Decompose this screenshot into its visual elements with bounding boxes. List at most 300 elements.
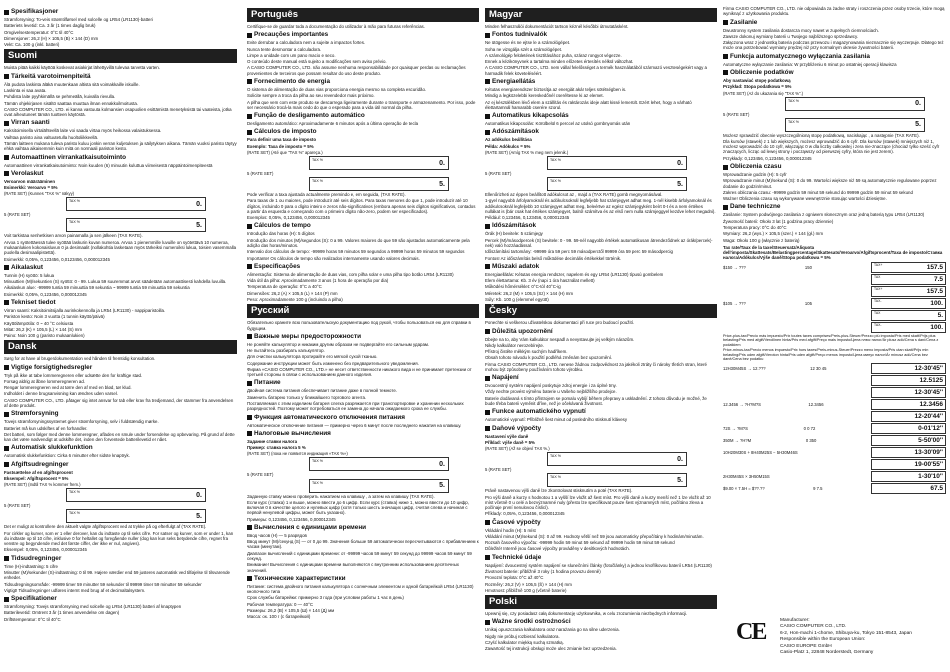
display-indicator: TAX+ [873, 262, 883, 267]
time-row [723, 459, 946, 470]
calc-row [723, 262, 946, 273]
section-heading: Налоговые вычисления [247, 430, 479, 438]
calc-row [723, 286, 946, 297]
text-line [485, 440, 717, 445]
key-sequence: 5 (RATE SET) [247, 472, 274, 478]
calculator-display [309, 479, 449, 493]
calc-row-display [871, 262, 946, 273]
display-value: 0. [439, 159, 445, 167]
section-heading: Zasilanie [723, 19, 946, 27]
display-indicator: TAX % [788, 119, 799, 124]
calculator-display [66, 197, 206, 211]
text-line: Vaihtaa paristo aina valtuutetulla huoltoliikkeellä. [4, 134, 99, 140]
language-banner: Suomi [4, 49, 237, 63]
section-heading: Питание [247, 379, 479, 387]
text-line: Automatisk slukkefunktion: Cirka 6 minutter efter sidste knaptryk. [4, 453, 130, 459]
key-sequence: (RATE SET) (Až se objeví TAX %.) [485, 446, 550, 452]
calc-row-display [871, 286, 946, 297]
text-line: Provozní teplota: 0°C až 40°C [485, 575, 544, 581]
text-line: Не роняйте калькулятор и никаким другим образом не подвергайте его сильным ударам. [247, 341, 430, 347]
section-heading: Virran saanti [4, 119, 237, 127]
display-value: 5. [196, 512, 202, 520]
text-line: Dbejte na to, aby Vám kalkulátor nespadl a nevystavujte jej velkým nárazům. [485, 336, 635, 342]
example-label: Příklad: výše daně = 5% [485, 439, 535, 445]
calc-row-display [871, 298, 946, 309]
calc-row [723, 310, 946, 321]
text-line: Temperatura de operação: 0°C a 40°C [247, 284, 322, 290]
section-heading: Важные меры предосторожности [247, 333, 479, 341]
key-sequence: (RATE SET) (Amíg TAX % meg nem jelenik.) [485, 149, 569, 155]
text-line [4, 476, 237, 481]
display-indicator: TAX [874, 274, 881, 279]
display-value: 12-30'45'' [914, 365, 943, 373]
text-line: Laskinta ei saa avata. [4, 87, 47, 93]
text-line [485, 137, 717, 142]
text-line: Driftstemperatur: 0°C til 40°C [4, 616, 61, 622]
time-row-display [871, 471, 946, 482]
display-value: 12.3456 [919, 401, 943, 409]
text-line: Если курс (ставка) 1 и выше, можно ввести до 6 цифр. Если курс (ставка) ниже 1, можно ввести до 10 цифр, включая 0 в качестве целого и нулевых цифр (хотя только шесть значащих цифр, считая слева и начиная с первой ненулевой цифры, может быть указано). [247, 499, 469, 516]
text-line: Nikdy kalkulátor nerozebírejte. [485, 342, 545, 348]
time-row-label: $9.00 × 7.5H = $??.?? [723, 485, 765, 491]
text-line [723, 84, 946, 89]
time-row [723, 435, 946, 446]
key-sequence: (RATE SET) (Até que "TAX %" apareça.) [247, 149, 323, 155]
time-row [723, 471, 946, 482]
text-line: Zasilanie: System podwójnego zasilania z ogniwem słonecznym oraz jedną baterią typu LR54 (LR1130) [723, 212, 925, 218]
example-label: Példa: Adókulcs = 5% [485, 143, 531, 149]
text-line: Důležité! Interně jsou časové výpočty prováděny v desítkových hodnotách. [485, 546, 630, 552]
time-row-label: 12.3456 → ?H?M?S [723, 401, 761, 407]
subheading: Fastsættelse af en afgiftsprocent [4, 469, 73, 475]
text-line: Omgivelsestemperatur: 0°C til 40°C [4, 29, 74, 35]
calc-row-display [871, 310, 946, 321]
text-line: Responsible within the European Union: [780, 637, 866, 643]
text-line: Peso: Aproximadamente 100 g (incluindo a pilha) [247, 296, 343, 302]
text-line: Размеры: 26,2 (В) × 105,5 (Ш) × 144 (Д) мм [247, 608, 335, 613]
display-value: 0. [196, 491, 202, 499]
calculator-display [66, 509, 206, 523]
text-line: Kétutas energiarendszer biztosítja az energiát akár teljes sötétségben is. [485, 86, 627, 92]
section-heading: Cálculos de imposto [247, 128, 479, 136]
calc-row [723, 322, 946, 333]
display-indicator: TAX % [312, 459, 323, 464]
section-heading: Časové výpočty [485, 519, 717, 527]
subheading: Aby nastawiać stopę podatkową [723, 77, 791, 83]
subheading: Az adókulcs beállítása [485, 137, 532, 143]
text-line: Żywotność baterii: Około 3 lat (1 godzina pracy dziennie) [723, 218, 834, 224]
display-indicator: TAX % [550, 179, 561, 183]
text-line: Vždy nechte provést výměnu baterie u Vašeho nejbližšího prodejce. [485, 389, 617, 395]
text-line: Esimerkki: 0,05%, 0,123456, 0,0123456, 0,000012345 [4, 256, 110, 262]
time-row [723, 483, 946, 494]
text-line: 6-2, Hon-machi 1-chome, Shibuya-ku, Tokyo 151-8543, Japan [780, 630, 912, 636]
display-indicator: TAX [874, 310, 881, 315]
text-line: Solicite sempre a troca da pilha ao seu revendedor mais próximo. [247, 93, 375, 99]
section-heading: Afgiftsudregninger [4, 461, 237, 469]
text-line: Az ej készülékben lévő elem a szállítás és raktározás ideje alatt kissé lemerült. Ezért lehet, hogy a várható élettartamnál hamarabb cserére szorul. [485, 99, 692, 110]
calculator-display [785, 97, 925, 111]
section-heading: Fontos tudnivalók [485, 31, 717, 39]
time-row-keys: 0 0 72 [803, 425, 816, 431]
text-line: Minuuttien (M)/sekuntien (S) syöttö: 0 - 99. Lukua 59 suuremmat arvot säädetään automaattisesti kahdella luvuilla. [4, 279, 227, 285]
time-row [723, 447, 946, 458]
section-heading: Vigtige forsigtighedsregler [4, 364, 237, 372]
text-line: 1-gyel nagyobb árfolyamoknál és adókulcsoknál legfeljebb hat számjegyet adhat meg. 1-nél kisebb árfolyamoknál és adókulcsoknál legfeljebb 10 számjegyet adhat meg, beleértve az egész számjegyként beírt 0-t és a nem értékes nullákat is (bár csak hat értékes számjegyet, balról számítva és az első nem nulla számjeggyel kezdve lehet megadni). [485, 198, 716, 214]
text-line: Baterie dodávaná s tímto přístrojem se pomalu vybíjí během přepravy a uskladnění. Z tohoto důvodu je možné, že bude třeba baterii vyměnit dříve, než je očekávaná životnost. [485, 395, 707, 407]
text-line: A számológép felületének tisztításához puha, száraz rongyot végezze. [485, 52, 622, 58]
time-row [723, 399, 946, 410]
text-line [485, 434, 717, 439]
text-line: Zawartość tej instrukcji obsługi może ulec zmianie bez uprzedzenia. [485, 646, 617, 652]
tax-table-heading-text: Tax rate/Taux de la taxe/Steuersatz/Aliquota dell'imposta/Skattesats/Belastingpercentage/Skattesats/Veroarvo/Afgiftsprocent/Taxa de imposto/Ставка налога/Adókulcs/Výše daně/Stopa podatkowa = 5% [723, 244, 943, 261]
text-line: Energiaellátás: Kétutas energia rendszer, napelem és egy LR54 (LR1130) típusú gombelem [485, 271, 664, 277]
text-line: Älä pudota laskinta äläkä muutenkaan altista sitä voimakkaille iskuille. [4, 81, 140, 87]
text-line: Фирма «CASIO COMPUTER CO., LTD.» не несет ответственности никакого вида и не принимает претензии от третьей стороны в связи с использованием данного изделия. [247, 366, 472, 378]
text-line: Rengør lommeregneren ved at tørre den af med en blød, tør klud. [4, 385, 132, 391]
display-value: 0. [439, 461, 445, 469]
text-line: Batteriets levetid: Ca. 3 år (1 times daglig bruk) [4, 23, 96, 29]
time-row-keys: 12 30 45 [810, 365, 827, 371]
text-line: Ввод часов (H) — 5 разрядов [247, 532, 307, 538]
text-line: Vigtigt! Tidsudregninger udføres internt med brug af et decimaltalsystem. [4, 587, 146, 593]
section-heading: Precauções importantes [247, 31, 479, 39]
text-line: Certifique-se de guardar toda a documentação do utilizador à mão para futuras referências. [247, 24, 425, 29]
subheading: Задание ставки налога [247, 438, 298, 444]
section-heading: Időszámítások [485, 222, 717, 230]
text-line: Ne ütögesse és ne ejtse le a számológépet. [485, 40, 571, 46]
text-line: Обязательно храните всю пользовательскую документацию под рукой, чтобы пользоваться ею для справки в будущем. [247, 320, 471, 331]
calculator-display [547, 452, 687, 466]
text-line: Det er muligt at kontrollere den aktuelt valgte afgiftsprocent ved at trykke på og efterfulgt af (TAX RATE). [4, 524, 207, 530]
text-line: Time (H)-indtastning: 5 cifre [4, 563, 59, 569]
calculator-display [547, 177, 687, 191]
text-line [723, 78, 946, 83]
text-line: Introdução das horas (H): 5 dígitos [247, 231, 315, 237]
time-row-label: 12H30M45S → 12.??? [723, 365, 766, 371]
key-sequence: 5 (RATE SET) [485, 467, 512, 473]
text-line: Rozměry: 26,2 (V) × 105,5 (Š) × 144 (H) mm [485, 581, 572, 587]
display-indicator: TAX- [873, 298, 882, 303]
text-line: Aikalaskun alue: -99999 tuntia 59 minuuttia 59 sekuntia ~ 99999 tuntia 59 minuuttia 59 sekuntia [4, 285, 190, 291]
text-line: Внимание! Вычисления с единицами времени выполняются с внутренним использованием десятичных значений. [247, 562, 459, 573]
calculator-display [547, 156, 687, 170]
display-value: 100. [930, 299, 943, 307]
column-3 [485, 6, 717, 668]
text-line: Přístroj čistěte měkkým suchým hadříkem. [485, 349, 568, 355]
text-line: Dwustronny system zasilania dostarcza mocy nawet w zupełnych ciemnościach. [723, 27, 879, 33]
calc-row-label: $150 → ??? [723, 264, 746, 270]
text-line: Hmotnost: přibližně 100 g (včetně baterie) [485, 587, 567, 593]
time-row-display [871, 399, 946, 410]
text-line: Automatikus kikapcsolás: Körülbelül 6 perccel az utolsó gombnyomás után [485, 121, 631, 127]
text-line: O sistema de alimentação de duas vias proporciona energia mesmo na completa escuridão. [247, 86, 427, 92]
text-line: Питание: система двойного питания калькулятора с солнечным элементом и одной батарейкой LR54 (LR1130) кнопочного типа [247, 583, 474, 595]
text-line: Příklady: 0,05%, 0,123456, 0,000012345 [485, 511, 565, 517]
text-line: Mindig a legközelebbi kereskedőnél cseréltesse ki az elemet. [485, 93, 604, 99]
language-banner: Dansk [4, 340, 237, 354]
display-value: 7.5 [933, 275, 943, 283]
time-row-display [871, 459, 946, 470]
text-line: Wprowadzanie minut (M)/sekund (S): 0 do 99. Wartości większe niż 59 są automatycznie regulowane poprzez dodanie do godzin/minut. [723, 178, 937, 189]
text-line: Käyttölämpötila: 0 ~ 40 °C celsiusta [4, 320, 74, 326]
text-line: Automatické vypnutí: Přibližně šest minut od posledního stisknutí klávesy [485, 417, 628, 423]
text-line: Dvoucestný systém napájení poskytuje zdroj energie i za úplné tmy. [485, 383, 617, 389]
display-indicator: TAX+ [874, 286, 883, 291]
text-line: Para taxas de 1 ou maiores, pode introduzir até seis dígitos. Para taxas menores do que 1, pode introduzir até 10 dígitos, incluindo 0 para o dígito inteiro e zeros não-significativos (embora apenas seis dígitos significativos, contados a partir da esquerda e começando com o primeiro dígito não-zero, podem ser especificados). [247, 198, 476, 214]
text-line: Tidsudregningsområde: -99999 timer 59 minutter 59 sekunder til 99999 timer 59 minutter 59 sekunder [4, 581, 202, 587]
text-line: Voit tarkistaa senhetkisen arvon painamalla ja sen jälkeen (TAX RATE). [4, 233, 143, 239]
calc-row-display [871, 322, 946, 333]
example-label: Exemplo: Taxa de imposto = 5% [247, 143, 314, 149]
text-line: Unikaj opuszczania kalkulatora oraz narażania go na silne uderzenia. [485, 627, 620, 633]
key-sequence: 5 (RATE SET) [247, 170, 274, 176]
text-line: A pilha que vem com este produto se descarrega ligeiramente durante o transporte e armazenamento. Por isso, pode ser necessário trocá-la mais cedo do que o esperado para a vida útil normal da pilha. [247, 99, 476, 110]
manufacturer-info [780, 618, 940, 657]
display-value: 5. [439, 180, 445, 188]
section-heading: Strømforsyning [4, 410, 237, 418]
key-sequence: (RATE SET) (Kunnes "TAX %" näkyy) [4, 191, 75, 197]
text-line: Limpe a unidade com um pano macio e seco. [247, 52, 336, 58]
time-row [723, 375, 946, 386]
display-value: 0. [196, 200, 202, 208]
text-line: Introdução dos minutos (M)/segundos (S): 0 a 99. Valores maiores do que 59 são ajustados automaticamente pela adição das horas/minutos. [247, 237, 470, 248]
text-line: Не пытайтесь разбирать калькулятор. [247, 348, 325, 354]
section-heading: Dane techniczne [723, 203, 946, 211]
calculator-display [66, 218, 206, 232]
time-row-display [871, 435, 946, 446]
text-line: Tunnin (H) syöttö: 5 lukua [4, 272, 55, 278]
text-line: Esimerkki: 0,05%, 0,123456, 0,000012345 [4, 291, 87, 297]
section-heading: Energiaellátás [485, 78, 717, 86]
text-line: Dimensões: 26,2 (A) × 105,5 (L) × 144 (P) mm [247, 290, 338, 296]
text-line: Soha ne vizsgálja szét a számológépet. [485, 46, 563, 52]
text-line: Możesz sprawdzić obecnie wyszczególnioną stopę podatkową, naciskając , a następnie (TAX RATE). [723, 132, 920, 138]
text-line: Рабочая температура: 0 — 40°C [247, 601, 314, 607]
time-row-label: 350M → ?H?M [723, 437, 752, 443]
display-value: 5. [937, 311, 943, 319]
text-line: Evite derrubar a calculadora nem a sujeite a impactos fortes. [247, 40, 366, 46]
display-value: 157.5 [926, 287, 943, 295]
time-row [723, 387, 946, 398]
text-line: Puhdista laite pyyhkimällä se pehmeällä, kuivalla rievulla. [4, 94, 116, 100]
text-line: Percek (M)/másodpercek (S) bevitele: 0 - 99. 59-nél nagyobb értékek automatikusan átrendeződnek az órák/percek(-nek) való hozzáadással. [485, 237, 713, 248]
text-line: Kaksitoimisella virtalähteellä laite voi saada virtaa myös heikossa valaistuksessa. [4, 128, 162, 134]
text-line: Fontos! Az időszámítás belső működése decimális értékekkel történik. [485, 255, 622, 261]
text-line: Pode verificar a taxa ajustada actualmente premindo e, em seguida, (TAX RATE). [247, 192, 406, 197]
text-line: Súly: Kb. 100 g (elemmel együtt) [485, 296, 549, 302]
text-line: Заменить батарею только у ближайшего торгового агента. [247, 394, 367, 400]
text-line: Zawsze dokonuj wymiany baterii u Twojego najbliższego sprzedawcy. [723, 33, 859, 39]
time-row-display [871, 387, 946, 398]
language-banner: Polski [485, 595, 717, 609]
text-line: Importante! Os cálculos de tempo são realizados internamente usando valores decimais. [247, 255, 420, 261]
time-row [723, 363, 946, 374]
text-line: Obsah tohoto návodu k použití podléhá změnám bez upozornění. [485, 355, 613, 361]
display-value: 5. [677, 476, 683, 484]
text-line: Ennek a kézikönyvnek a tartalma minden előzetes értesítés nélkül változhat. [485, 59, 634, 65]
column-2 [247, 6, 479, 668]
display-value: 0. [915, 100, 921, 108]
text-line: Czyść kalkulator miękką suchą szmatką. [485, 640, 564, 645]
text-line: Срок службы батарейки: примерно 3 года (при условии работы 1 час в день) [247, 595, 404, 601]
text-line: Tämän ohjekirjasen sisältö saattaa muuttua ilman ennakkoilmoitusta. [4, 100, 138, 106]
section-heading: Funkcja automatycznego wyłączania zasilania [723, 53, 946, 61]
section-heading: Вычисления с единицами времени [247, 524, 479, 532]
text-line: Pro výši daně a kurzy s hodnotou 1 a vyšší lze vložit až šest míst. Pro výši daně a kurzy menší než 1 lze vložit až 10 míst včetně 0 u celé a bezvýznamné nuly (přesto lze specifikovat pouze šest významných míst, počítáno zleva a počínaje první nenulovou číslicí). [485, 494, 711, 511]
display-indicator: TAX % [69, 199, 80, 204]
display-indicator: TAX % [550, 157, 561, 162]
text-line [4, 185, 237, 190]
display-value: 12-20'44'' [914, 413, 943, 421]
text-line: Indholdet i denne brugsanvisning kan ændres uden varsel. [4, 391, 118, 397]
text-line: Rozsah časového výpočtu: -99999 hodin 59 minut 59 sekund až 99999 hodin 59 minut 59 sekund [485, 540, 675, 546]
text-line: Pariston kesto: Noin 3 vuotta (1 tunnin käyttö/päivä) [4, 314, 105, 320]
time-row-label: 2H30M45S × 3H50M15S [723, 473, 770, 479]
text-line: Životnost baterie: přibližně 3 roky (1 hodina provozu denně) [485, 569, 601, 575]
text-line: Det batteri, som følger med denne lommeregner, aflades en smule under forsendelse og opbevaring. På grund af dette kan det være nødvendigt at udskifte det, inden den forventede batterilevetid er nået. [4, 431, 235, 443]
section-heading: Napájení [485, 374, 717, 382]
calc-row [723, 298, 946, 309]
time-row-display [871, 411, 946, 422]
text-line: Примеры: 0,123456, 0,123456, 0,000012345 [247, 516, 336, 522]
text-line: Автоматическое отключение питания — примерно через 6 минут после последнего нажатия на клавишу. [247, 422, 462, 428]
text-line: Vekt: Ca. 100 g (inkl. batteri) [4, 42, 60, 48]
calc-row-keys: 105 [804, 300, 812, 306]
text-line: Temperatura pracy: 0°C do 40°C [723, 224, 787, 230]
section-heading: Cálculos de tempo [247, 222, 479, 230]
text-line: Exemplos: 0,05%, 0,123456, 0,000012345 [247, 215, 330, 221]
language-banner: Русский [247, 304, 479, 318]
section-heading: Технические характеристики [247, 575, 479, 583]
display-value: 5. [196, 222, 202, 230]
text-line [247, 137, 479, 142]
text-line: Minutter (M)/sekunder (S)-indtastning: 0 til 99. Højere værdier end 59 justeres automatisk ved tilføjelse til tilsvarende enheder. [4, 570, 230, 581]
text-line: Nunca tente desmontar a calculadora. [247, 46, 322, 52]
display-value: 5-50'00'' [918, 437, 943, 445]
text-line: Sørg for at have al brugerdokumentation ved hånden til fremtidig konsultation. [4, 356, 156, 362]
text-line [247, 445, 479, 450]
subheading: Para definir uma taxa de imposto [247, 137, 317, 143]
text-line: Firma CASIO COMPUTER CO., LTD. nenese žádnou zodpovědnost za jakékoli ztráty či nároky třetích stran, které mohou být způsobeny používáním tohoto výrobku. [485, 361, 707, 372]
text-line: Desligamento automático: Aproximadamente 6 minutos após a última operação de tecla [247, 121, 419, 127]
text-line: Przykłady: 0,123456, 0,123456, 0,000012345 [723, 155, 812, 161]
display-value: 5. [439, 482, 445, 490]
column-1 [4, 6, 237, 668]
display-indicator: TAX % [69, 511, 80, 516]
text-line: CASIO COMPUTER CO., LTD. påtager sig intet ansvar for tab eller krav fra tredjemand, der stammer fra anvendelsen af dette produkt. [4, 397, 234, 409]
section-heading: Daňové výpočty [485, 425, 717, 433]
text-line: A CASIO COMPUTER CO., LTD. não assume nenhuma responsabilidade por quaisquer perdas ou reclamações provenientes de terceiros que possam resultar do uso deste produto. [247, 65, 466, 76]
time-row-display [871, 423, 946, 434]
text-line: Содержание инструкции может быть изменено без предварительного уведомления. [247, 360, 419, 366]
time-row-display [871, 447, 946, 458]
text-line: Casio-Platz 1, 22848 Norderstedt, Germany [780, 650, 874, 656]
text-line: Eksempel: 0,05%, 0,123456, 0,000012345 [4, 547, 87, 553]
text-line: Ellenőrizheti az éppen beállított adókulcsot az , majd a (TAX RATE) gomb megnyomásával. [485, 192, 663, 197]
text-line: A CASIO COMPUTER CO., LTD. nem vállal felelősséget a termék használatából származó veszteségekért vagy a harmadik felek követeléséért. [485, 65, 707, 76]
text-line: Двойная система питания обеспечивает питание даже в полной темноте. [247, 388, 398, 394]
text-line: Paino: Noin 100 g (paristo mukaanlukien) [4, 333, 85, 339]
footnote: Price-plus-tax/Precio más impuesto/Prix toutes taxes comprises/Preis-plus-Steuer/Prezzo più imposta/Pris med skatt/Prijs plus belasting/Pris med afgift/Verollinen hinta/Pris med afgift/Preço mais imposto/Цена плюс налог/Ár plusz adó/Cena s daní/Cena z podatkiem [723, 333, 939, 347]
example-label: Przykład: Stopa podatkowa = 5% [723, 84, 792, 90]
text-line: Működési hőmérséklet: 0°C-tól 40°C-ig [485, 284, 561, 290]
example-label: Esimerkki: Veroarvo = 5% [4, 185, 58, 191]
key-sequence: (RATE SET) (Indtil TAX % kommer frem.) [4, 482, 81, 488]
display-indicator: TAX % [788, 98, 799, 103]
calculator-display [66, 488, 206, 502]
calc-row-label: $105 → ??? [723, 300, 746, 306]
subheading: Veroarvon määrääminen [4, 178, 56, 184]
display-indicator: TAX % [312, 179, 323, 183]
text-line: Upewnij się, czy posiadasz całą dokumentację użytkownika, w celu zrozumienia niezbędnych informacji. [485, 611, 688, 617]
ce-mark-logo: CE [736, 619, 766, 645]
text-line: Strømforsyning: Tovejs strømforsyning med solcelle og LR54 (LR1130) batteri af knaptypen [4, 604, 182, 610]
section-heading: Technické údaje [485, 554, 717, 562]
section-heading: Specifikationer [4, 595, 237, 603]
display-indicator: TAX % [312, 480, 323, 485]
text-line [247, 144, 479, 149]
section-heading: Ważne środki ostrożności [485, 618, 717, 626]
text-line: Tovejs strømforsyningssystemet giver strømforsyning, selv i fuldstændig mørke. [4, 419, 159, 425]
text-line: Zakres obliczania czasu: -99999 godzin 59 minut 59 sekund do 99999 godzin 59 minut 59 sekund [723, 189, 913, 195]
text-line: Dimensjoner: 26,2 (H) × 105,5 (B) × 144 (D) mm [4, 35, 99, 41]
display-value: 1-30'10'' [918, 473, 943, 481]
text-line: Időszámítási tartomány: -99999 óra 59 perc 59 másodperctől 99999 óra 59 perc 59 másodpercig [485, 249, 673, 255]
text-line: Nigdy nie próbuj rozbierać kalkulatora. [485, 633, 560, 639]
text-line: Elem élettartama: Kb. 3 év (napi 1 óra használat mellett) [485, 278, 595, 284]
text-line: Például: 0,123456, 0,123456, 0,000012345 [485, 215, 570, 221]
display-value: 0. [677, 159, 683, 167]
text-line: Vkládání hodin (H): 5 míst [485, 527, 536, 533]
text-line: Napájení: dvoucestný systém napájení se slunečními články (fotočlánky) a jednou knoflíkovou baterií LR54 (LR1130) [485, 562, 712, 568]
section-heading: Verolaskut [4, 170, 237, 178]
text-line: Załączona wraz z jednostką bateria podczas przewozu i magazynowania nieznacznie się wyczerpuje. Dlatego też może ona potrzebować wymiany prędzej niż przy normalnym okresie żywotności baterii. [723, 40, 944, 51]
section-heading: Automaattinen virrankatkaisutoiminto [4, 154, 237, 162]
calculator-display [547, 473, 687, 487]
display-value: 5. [677, 180, 683, 188]
display-value: 100. [930, 323, 943, 331]
text-line: Minden felhasználói dokumentációt tartson kéznél későbbi útmutatásként. [485, 24, 629, 29]
display-value: 19-00'55'' [914, 461, 943, 469]
text-line: Масса: ок. 100 г (с батарейкой) [247, 614, 311, 620]
calculator-display [309, 177, 449, 191]
section-heading: Funkce automatického vypnutí [485, 408, 717, 416]
key-sequence: 5 (RATE SET) [723, 111, 750, 117]
text-line: Forsøg aldrig at åbne lommeregneren ad. [4, 378, 86, 384]
section-heading: Obliczenie podatków [723, 69, 946, 77]
time-row-display [871, 483, 946, 494]
display-value: 12-30'45'' [914, 389, 943, 397]
display-indicator: TAX % [550, 454, 561, 459]
key-sequence: (RATE SET) (Aż do ukazania się "TAX %".) [723, 90, 804, 96]
text-line: Intervalo dos cálculos de tempo: -99999 horas 59 minutos 59 segundos a 99999 horas 59 minutos 59 segundos [247, 249, 465, 255]
section-heading: Spesifikasjoner [4, 8, 237, 16]
time-row-keys: 12.3456 [808, 401, 824, 407]
text-line: Vida útil da pilha: Aproximadamente 3 anos (1 hora de operação por dia) [247, 278, 389, 284]
text-line: O conteúdo deste manual está sujeito a modificações sem aviso prévio. [247, 59, 387, 65]
text-line: Ввод минут (M)/секунд (S) — от 0 до 99. Значения больше 59 автоматически пересчитываются с прибавлением к часам (минутам). [247, 539, 479, 550]
time-row-display [871, 375, 946, 386]
text-line: Tryk på ikke at tabe lommeregneren eller udsætte den for kraftige stød. [4, 372, 143, 378]
calculator-display [309, 156, 449, 170]
section-heading: Функция автоматического отключения питания [247, 414, 479, 422]
key-sequence: 5 (RATE SET) [4, 503, 31, 509]
text-line: Waga: Około 100 g (włącznie z baterią) [723, 237, 800, 243]
key-sequence: 5 (RATE SET) [4, 212, 31, 218]
display-value: 13-30'09'' [914, 449, 943, 457]
text-line: Alimentação: Sistema de alimentação de duas vias, com pilha solar e uma pilha tipo botão LR54 (LR1130) [247, 271, 454, 277]
